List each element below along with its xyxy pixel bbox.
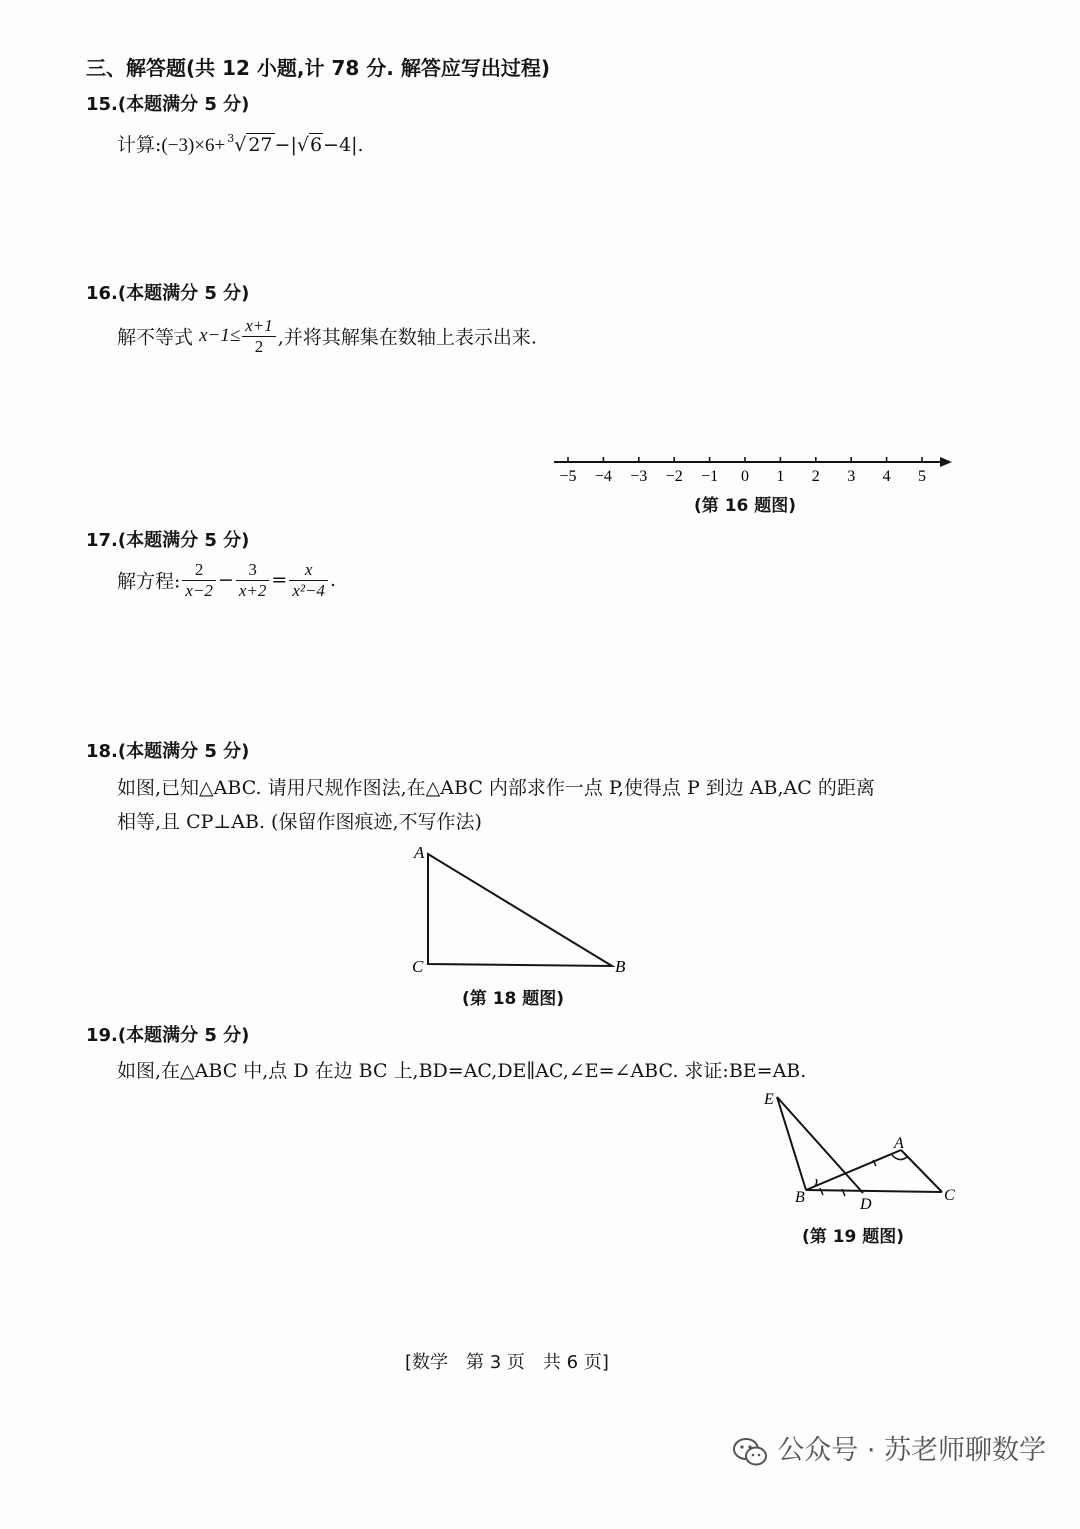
question-19-header: 19.(本题满分 5 分) [86, 1025, 250, 1046]
vertex-label-a: A [414, 843, 425, 862]
question-15-minus: − [274, 134, 291, 156]
watermark-text: 公众号 · 苏老师聊数学 [777, 1435, 1046, 1466]
question-17-body [117, 560, 336, 600]
cube-root-radicand: 27 [248, 134, 273, 156]
arrow-head-icon [940, 457, 952, 467]
fraction-denominator: x−2 [185, 580, 213, 600]
figure-18-caption: (第 18 题图) [462, 989, 565, 1009]
fraction-1 [182, 560, 216, 600]
fraction-numerator: x [289, 560, 328, 581]
operator-minus: − [217, 569, 234, 592]
vertex-label-e: E [764, 1091, 774, 1108]
number-line-tick-label: 2 [811, 468, 820, 485]
vertex-label-d: D [860, 1196, 872, 1213]
number-line-tick-label: −5 [559, 468, 577, 485]
question-18-line-1: 如图,已知△ABC. 请用尺规作图法,在△ABC 内部求作一点 P,使得点 P 到边 AB,AC 的距离 [117, 777, 875, 799]
question-16-fraction [242, 316, 276, 356]
number-line-tick-label: 4 [882, 468, 891, 485]
question-17-prompt: 解方程: [117, 570, 181, 593]
wechat-icon [731, 1437, 769, 1467]
number-line-figure [548, 448, 958, 490]
question-16-prompt-a: 解不等式 [117, 326, 194, 349]
angle-mark-a [892, 1155, 907, 1160]
question-16-lhs: x−1≤ [199, 325, 241, 347]
fraction-numerator: x+1 [242, 316, 276, 337]
watermark [731, 1428, 1046, 1467]
fraction-numerator: 2 [182, 560, 216, 581]
abs-bar-open: | [290, 134, 297, 156]
tick-mark [820, 1188, 823, 1195]
fraction-denominator: 2 [254, 336, 264, 356]
vertex-label-c: C [944, 1187, 955, 1204]
page-footer: [数学 第 3 页 共 6 页] [405, 1352, 609, 1373]
radical-sign: √ [234, 134, 247, 156]
number-line-tick-label: 0 [741, 468, 749, 485]
figure-19-caption: (第 19 题图) [802, 1227, 905, 1247]
fraction-denominator: x²−4 [292, 580, 325, 600]
vertex-label-b: B [615, 957, 626, 976]
fraction-denominator: x+2 [238, 580, 267, 600]
vertex-label-c: C [412, 957, 424, 976]
segment-eb [777, 1097, 806, 1190]
question-18-line-2: 相等,且 CP⊥AB. (保留作图痕迹,不写作法) [117, 811, 482, 833]
question-15-expr-a: (−3)×6+ [161, 135, 226, 156]
segment-bc [806, 1190, 942, 1192]
fraction-2 [236, 560, 270, 600]
radical-sign: √ [296, 134, 309, 156]
triangle-abc [428, 854, 612, 966]
number-line-tick-label: 3 [847, 468, 856, 485]
triangle-abc-figure [400, 838, 640, 983]
fraction-3 [289, 560, 328, 600]
section-title: 三、解答题(共 12 小题,计 78 分. 解答应写出过程) [86, 56, 550, 80]
number-line-tick-label: −3 [630, 468, 648, 485]
cube-root-index: 3 [227, 131, 235, 145]
vertex-label-b: B [795, 1189, 805, 1206]
question-17-end: . [329, 569, 336, 592]
number-line-tick-label: 5 [918, 468, 926, 485]
angle-mark-b [815, 1179, 817, 1186]
question-16-header: 16.(本题满分 5 分) [86, 283, 250, 304]
segment-ba [806, 1150, 901, 1190]
question-19-line-1: 如图,在△ABC 中,点 D 在边 BC 上,BD=AC,DE∥AC,∠E=∠ABC. 求证:BE=AB. [117, 1060, 807, 1082]
segment-ed [777, 1097, 863, 1193]
question-15-header: 15.(本题满分 5 分) [86, 94, 250, 115]
fraction-numerator: 3 [236, 560, 270, 581]
question-16-body [117, 316, 537, 356]
question-17-header: 17.(本题满分 5 分) [86, 530, 250, 551]
abs-bar-close: |. [351, 134, 364, 156]
segment-ac [901, 1150, 942, 1192]
square-root-radicand: 6 [309, 134, 323, 156]
question-15-body [117, 130, 364, 157]
triangle-figure-19 [755, 1085, 965, 1215]
number-line-tick-label: −2 [665, 468, 683, 485]
number-line-tick-label: −4 [594, 468, 612, 485]
question-18-header: 18.(本题满分 5 分) [86, 741, 250, 762]
number-line-tick-label: −1 [701, 468, 719, 485]
operator-equals: = [271, 569, 288, 592]
figure-16-caption: (第 16 题图) [694, 496, 797, 516]
question-15-abs-tail: −4 [323, 134, 352, 156]
number-line-tick-label: 1 [776, 468, 785, 485]
question-16-prompt-b: ,并将其解集在数轴上表示出来. [277, 326, 537, 349]
question-15-prompt: 计算: [117, 134, 162, 156]
vertex-label-a: A [894, 1135, 904, 1152]
